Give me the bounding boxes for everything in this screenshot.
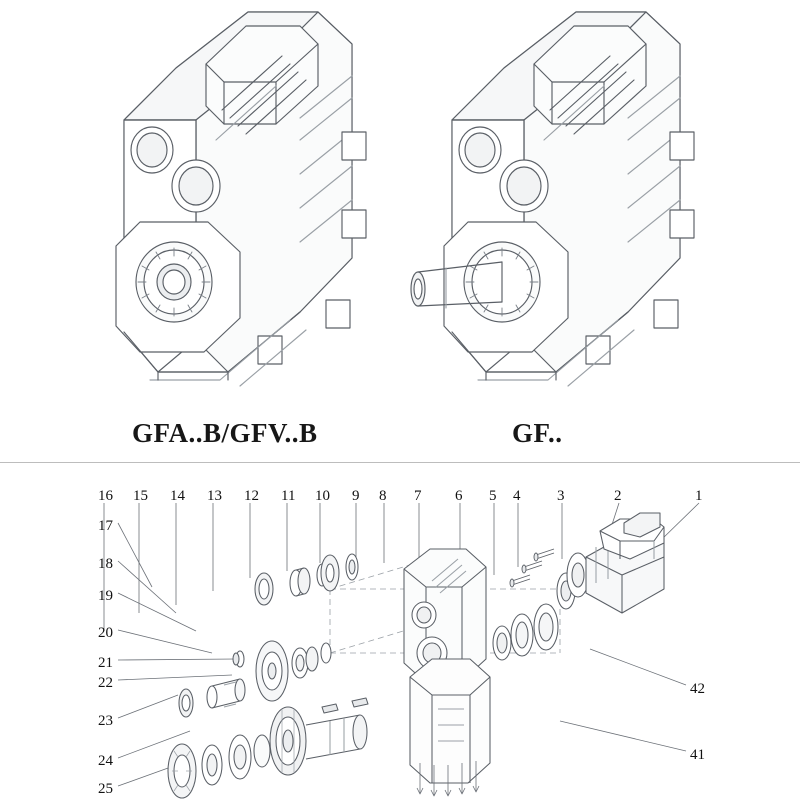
callout-number-15: 15	[133, 488, 148, 504]
exploded-view-area	[0, 463, 800, 800]
callout-number-24: 24	[98, 753, 113, 769]
callout-number-14: 14	[170, 488, 185, 504]
exploded-assembly-svg	[0, 463, 800, 800]
callout-number-23: 23	[98, 713, 113, 729]
callout-number-6: 6	[455, 488, 463, 504]
callout-number-11: 11	[281, 488, 296, 504]
callout-number-42: 42	[690, 681, 705, 697]
callout-number-25: 25	[98, 781, 113, 797]
callout-number-21: 21	[98, 655, 113, 671]
left-gearbox-drawing	[116, 12, 366, 386]
caption-left-model: GFA..B/GFV..B	[132, 418, 318, 448]
callout-number-5: 5	[489, 488, 497, 504]
callout-number-17: 17	[98, 518, 113, 534]
callout-number-1: 1	[695, 488, 703, 504]
callout-number-20: 20	[98, 625, 113, 641]
callout-number-10: 10	[315, 488, 330, 504]
callout-number-19: 19	[98, 588, 113, 604]
callout-number-41: 41	[690, 747, 705, 763]
callout-number-22: 22	[98, 675, 113, 691]
callout-number-16: 16	[98, 488, 113, 504]
right-gearbox-drawing	[411, 12, 694, 386]
callout-number-12: 12	[244, 488, 259, 504]
callout-number-13: 13	[207, 488, 222, 504]
callout-number-18: 18	[98, 556, 113, 572]
callout-number-2: 2	[614, 488, 622, 504]
callout-number-8: 8	[379, 488, 387, 504]
callout-number-4: 4	[513, 488, 521, 504]
callout-number-3: 3	[557, 488, 565, 504]
callout-number-9: 9	[352, 488, 360, 504]
caption-right-model: GF..	[512, 418, 563, 448]
callout-number-7: 7	[414, 488, 422, 504]
input-motor-assembly	[567, 513, 664, 613]
